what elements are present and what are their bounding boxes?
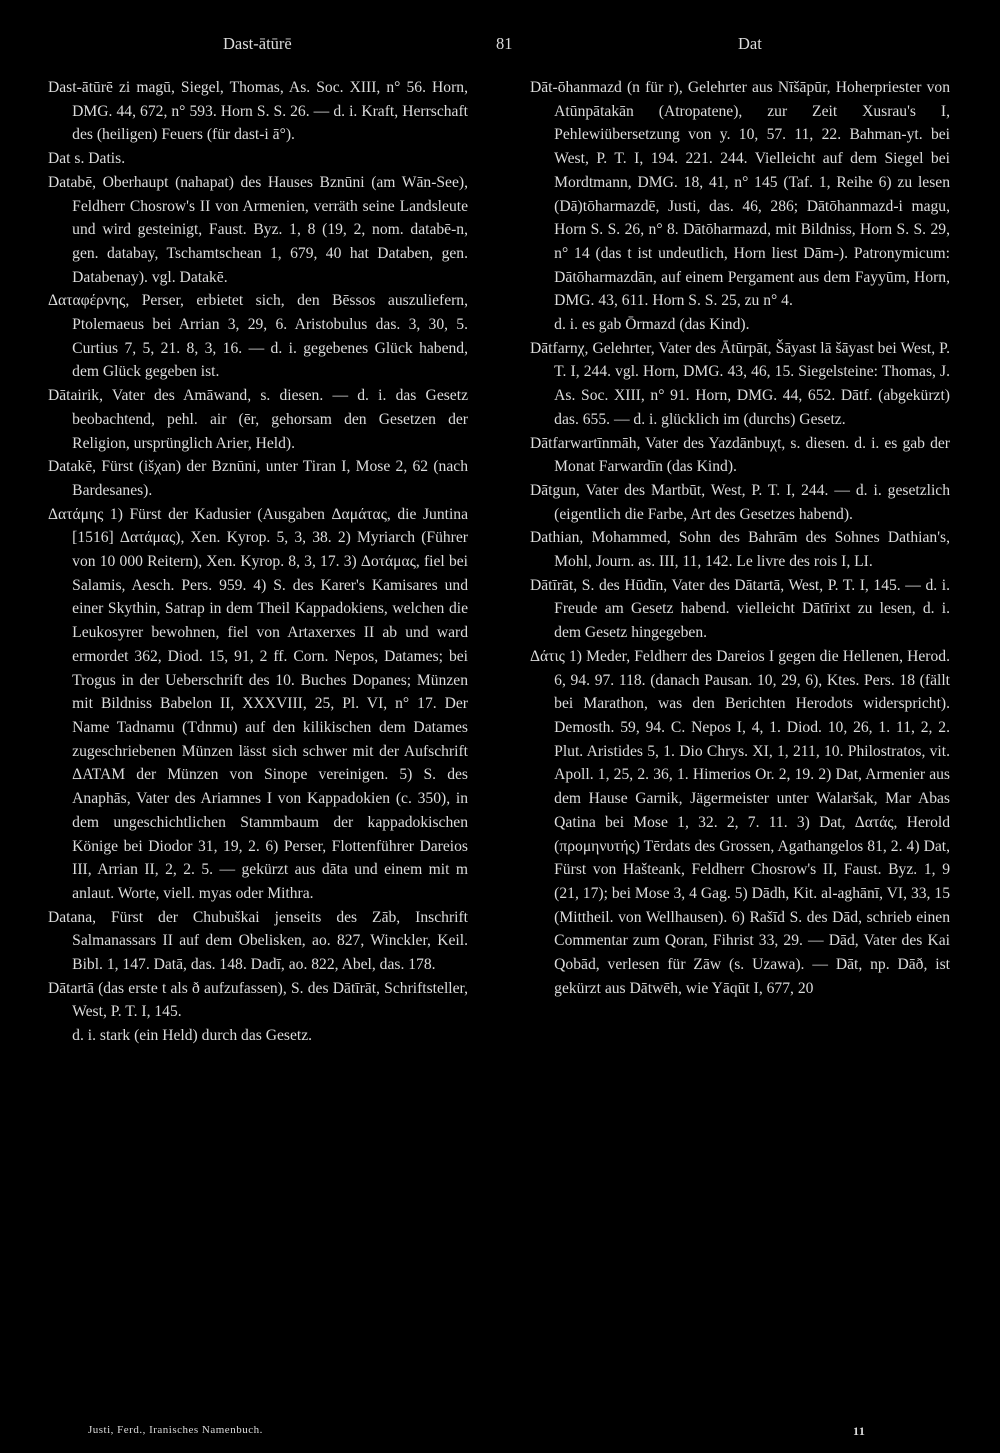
entry-datana: Datana, Fürst der Chubuškai jenseits des Zāb, Inschrift Salmanassars II auf dem Obelisken, ao. 827, Winckler, Keil. Bibl. 1, 147. Datā, das. 148. Dadī, ao. 822, Abel, das. 178. xyxy=(48,908,468,974)
footer-signature: Justi, Ferd., Iranisches Namenbuch. xyxy=(88,1424,263,1436)
entry-dathian: Dathian, Mohammed, Sohn des Bahrām des Sohnes Dathian's, Mohl, Journ. as. III, 11, 142. Le livre des rois I, LI. xyxy=(530,529,950,571)
entry-dast-ature: Dast-ātūrē zi magū, Siegel, Thomas, As. Soc. XIII, n° 56. Horn, DMG. 44, 672, n° 593. Horn S. S. 26. — d. i. Kraft, Herrschaft des (heiligen) Feuers (für dast-i ā°). xyxy=(48,79,468,144)
entry-datames: Δατάμης 1) Fürst der Kadusier (Ausgaben Δαμάτας, die Juntina [1516] Δατάμας), Xen. Kyrop. 5, 3, 38. 2) Myriarch (Führer von 10 000 Reitern), Xen. Kyrop. 8, 3, 17. 3) Δοτάμας, fiel bei Salamis, Aesch. Pers. 959. 4) S. des Karer's Kamisares und einer Skythin, Satrap in dem Theil Kappadokiens, welchen die Leukosyrer bewohnen, fiel von Artaxerxes II ab und ward ermordet 362, Diod. 15, 91, 2 ff. Corn. Nepos, Datames; bei Trogus in der Ueberschrift des 10. Buches Dopanes; Münzen mit Bildniss Babelon II, XXXVIII, 25, Pl. VI, n° 17. Der Name Tadnamu (Tdnmu) auf den kilikischen dem Datames zugeschriebenen Münzen lässt sich schwer mit der Aufschrift ΔATAM der Münzen von Sinope vereinigen. 5) S. des Anaphās, Vater des Ariamnes I von Kappadokien (c. 350), in dem ungeschichtlichen Stammbaum der kappadokischen Könige bei Diodor 31, 19, 2. 6) Perser, Flottenführer Dareios III, Arrian II, 2, 2. 5. — gekürzt aus dāta und einem mit m anlaut. Worte, viell. myas oder Mithra. xyxy=(48,505,468,902)
footer-sheet-number: 11 xyxy=(853,1424,866,1438)
entry-dataphernes: Δαταφέρνης, Perser, erbietet sich, den Bēssos auszuliefern, Ptolemaeus bei Arrian 3, 29, 6. Aristobulus das. 3, 30, 5. Curtius 7, 5, 21. 8, 3, 16. — d. i. gegebenes Glück habend, dem Glück gegeben ist. xyxy=(48,292,468,381)
header-right-keyword: Dat xyxy=(738,34,762,53)
right-column xyxy=(530,76,950,1000)
entry-dat-ohanmazd: Dāt-ōhanmazd (n für r), Gelehrter aus Nīšāpūr, Hoherpriester von Atūnpātakān (Atropatene), zur Zeit Xusrau's I, Pehlewiübersetzung von y. 10, 57. 11, 22. Bahman-yt. bei West, P. T. I, 194. 221. 244. Vielleicht auf dem Siegel bei Mordtmann, DMG. 18, 41, n° 145 (Taf. 1, Reihe 6) zu lesen (Dā)tōharmazdē, Justi, das. 46, 286; Dātōhanmazd-i magu, Horn S. S. 26, n° 8. Dātōharmazd, mit Bildniss, Horn S. S. 29, n° 14 (das t ist undeutlich, Horn liest Dām-). Patronymicum: Dātōharmazdān, auf einem Pergament aus dem Fayyūm, Horn, DMG. 43, 611. Horn S. S. 25, zu n° 4. xyxy=(530,79,950,310)
entry-datgun: Dātgun, Vater des Martbūt, West, P. T. I, 244. — d. i. gesetzlich (eigentlich die Farbe, Art des Gesetzes habend). xyxy=(530,481,950,523)
entry-datfarnx: Dātfarnχ, Gelehrter, Vater des Ātūrpāt, Šāyast lā šāyast bei West, P. T. I, 244. vgl. Horn, DMG. 43, 46, 15. Siegelsteine: Thomas, J. As. Soc. XIII, n° 91. Horn, DMG. 44, 652. Dātf. (abgekürzt) das. 655. — d. i. glücklich im (durchs) Gesetz. xyxy=(530,339,950,428)
entry-datarta-meaning: d. i. stark (ein Held) durch das Gesetz. xyxy=(72,1027,313,1045)
left-column xyxy=(48,76,468,1048)
header-left-keyword: Dast-ātūrē xyxy=(223,34,292,53)
entry-dat-ohanmazd-meaning: d. i. es gab Ōrmazd (das Kind). xyxy=(554,316,750,334)
entry-datis: Δάτις 1) Meder, Feldherr des Dareios I gegen die Hellenen, Herod. 6, 94. 97. 118. (danach Pausan. 10, 29, 6), Ktes. Pers. 18 (fällt bei Marathon, was den Berichten Herodots widerspricht). Demosth. 59, 94. C. Nepos I, 4, 1. Diod. 10, 26, 1. 11, 2, 2. Plut. Aristides 5, 1. Dio Chrys. XI, 1, 211, 10. Philostratos, vit. Apoll. 1, 25, 2. 36, 1. Himerios Or. 2, 19. 2) Dat, Armenier aus dem Hause Garnik, Jägermeister unter Walaršak, Mar Abas Qatina bei Mose 1, 32. 2, 7. 11. 3) Dat, Δατάς, Herold (προμηνυτής) Tērdats des Grossen, Agathangelos 81, 2. 4) Dat, Fürst von Hašteank, Feldherr Chosrow's II, Faust. Byz. 1, 9 (21, 17); bei Mose 3, 4 Gag. 5) Dādh, Kit. al-aghānī, VI, 33, 15 (Mittheil. von Wellhausen). 6) Rašīd S. des Dād, schrieb einen Commentar zum Qoran, Fihrist 33, 29. — Dād, Vater des Kai Qobād, verlesen für Zāw (s. Uzawa). — Dāt, np. Dāð, ist gekürzt aus Dātwēh, wie Yāqūt I, 677, 20 xyxy=(530,647,950,997)
entry-datfarwartinmah: Dātfarwartīnmāh, Vater des Yazdānbuχt, s. diesen. d. i. es gab der Monat Farwardīn (das Kind). xyxy=(530,434,950,476)
page-number: 81 xyxy=(496,34,513,53)
entry-datarta: Dātartā (das erste t als ð aufzufassen), S. des Dātīrāt, Schriftsteller, West, P. T. I, 145. xyxy=(48,979,468,1021)
page-footer xyxy=(48,1424,962,1442)
entry-datirat: Dātīrāt, S. des Hūdīn, Vater des Dātartā, West, P. T. I, 145. — d. i. Freude am Gesetz habend. vielleicht Dātīrixt zu lesen, d. i. dem Gesetz hingegeben. xyxy=(530,576,950,642)
entry-dat: Dat s. Datis. xyxy=(48,150,126,168)
running-head xyxy=(48,34,962,60)
entry-databe: Databē, Oberhaupt (nahapat) des Hauses Bznūni (am Wān-See), Feldherr Chosrow's II von Armenien, verräth seine Landsleute und wird gesteinigt, Faust. Byz. 1, 8 (19, 2, nom. databē-n, gen. databay, Tschamtschean 1, 679, 40 hat Databen, gen. Databenay). vgl. Datakē. xyxy=(48,173,468,286)
entry-datake: Datakē, Fürst (išχan) der Bznūni, unter Tiran I, Mose 2, 62 (nach Bardesanes). xyxy=(48,458,468,499)
entry-datairik: Dātairik, Vater des Amāwand, s. diesen. — d. i. das Gesetz beobachtend, pehl. air (ēr, gehorsam den Gesetzen der Religion, ursprünglich Arier, Held). xyxy=(48,387,468,452)
